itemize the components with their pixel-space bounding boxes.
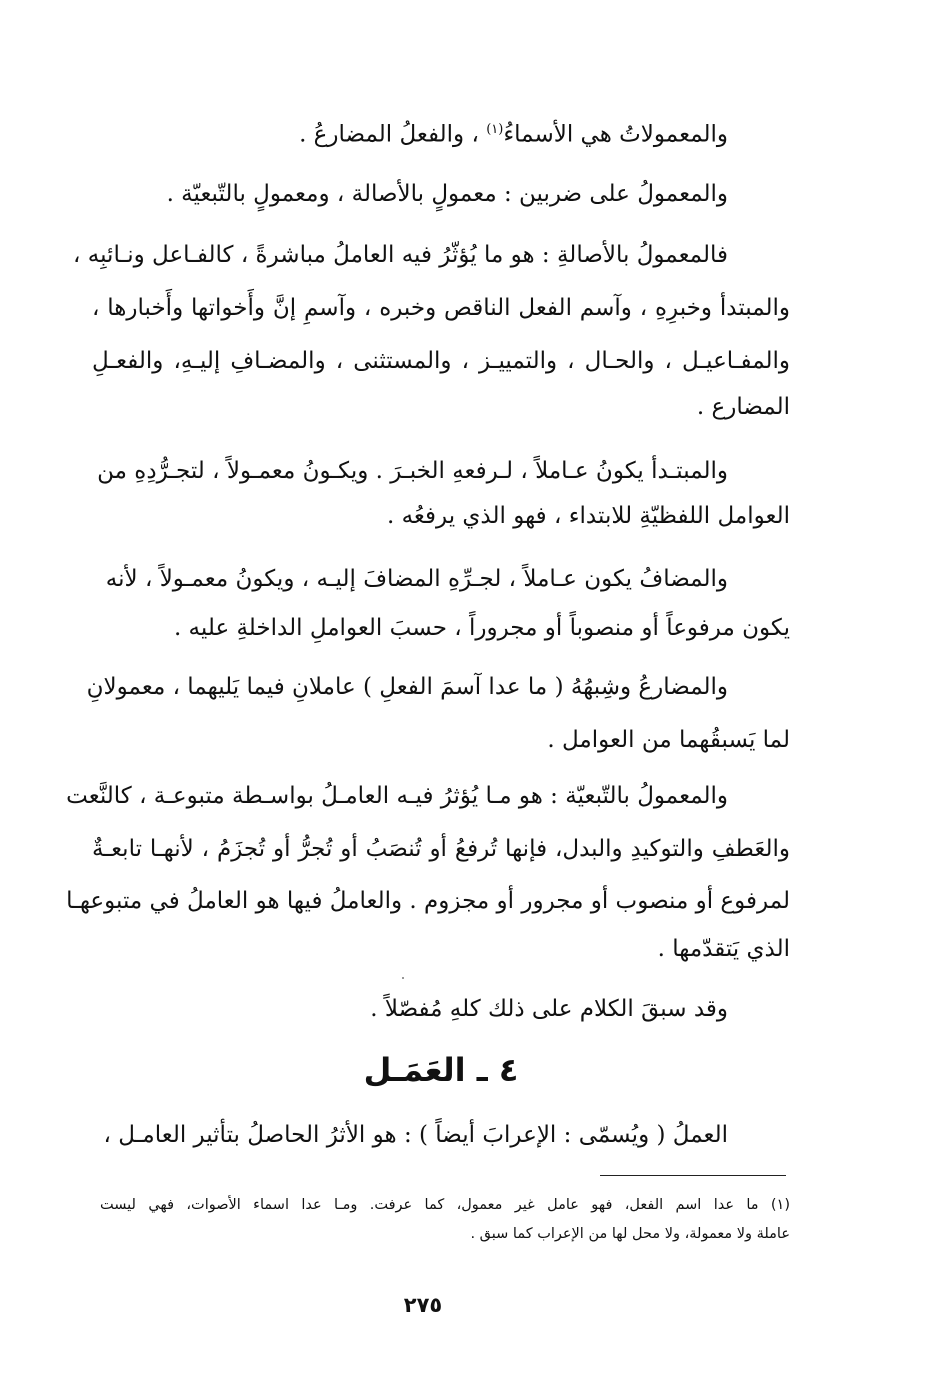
text-line: والمضافُ يكون عـاملاً ، لجـرِّهِ المضافَ إليـه ، ويكونُ معمـولاً ، لأنه (105, 566, 728, 592)
text-line: العوامل اللفظيّةِ للابتداء ، فهو الذي يرفعُه . (386, 503, 790, 529)
text-line: والمعمولاتُ هي الأسماءُ$^{(١)}$ ، والفعلُ المضارعُ . (299, 121, 728, 148)
text-line: والمعمولُ على ضربين : معمولٍ بالأصالة ، ومعمولٍ بالتّبعيّة . (166, 181, 728, 207)
footnote-divider (600, 1175, 786, 1176)
text-line: وقد سبقَ الكلام على ذلك كلهِ مُفصّلاً . (370, 996, 728, 1022)
text-line: والعَطفِ والتوكيدِ والبدل، فإنها تُرفعُ أو تُنصَبُ أو تُجرُّ أو تُجزَمُ ، لأنهـا تابعـةٌ (92, 836, 790, 862)
text-line: لمرفوع أو منصوب أو مجرور أو مجزوم . والعاملُ فيها هو العاملُ في متبوعهـا (66, 888, 790, 914)
footnote-reference[interactable]: (١) (486, 122, 504, 137)
footnote-line: (١) ما عدا اسم الفعل، فهو عامل غير معمول، كما عرفت. ومـا عدا اسماء الأصوات، فهي ليست (100, 1197, 790, 1213)
text-line: العملُ ( ويُسمّى : الإعرابَ أيضاً ) : هو الأثرُ الحاصلُ بتأثير العامـل ، (103, 1122, 728, 1148)
text-line: الذي يَتقدّمها . (657, 936, 790, 962)
page-number: ٢٧٥ (403, 1293, 443, 1317)
text-line: يكون مرفوعاً أو منصوباً أو مجروراً ، حسبَ العواملِ الداخلةِ عليه . (173, 615, 790, 641)
text-line: والمبتـدأ يكونُ عـاملاً ، لـرفعهِ الخبـرَ . ويكـونُ معمـولاً ، لتجـرُّدِهِ من (97, 458, 728, 484)
text-line: والمضارعُ وشِبهُهُ ( ما عدا آسمَ الفعلِ ) عاملانِ فيما يَليهما ، معمولانِ (86, 674, 728, 700)
text-line: المضارع . (696, 394, 790, 420)
text-line: لما يَسبقُهما من العوامل . (547, 727, 790, 753)
text-line: فالمعمولُ بالأصالةِ : هو ما يُؤثّرُ فيه العاملُ مباشرةً ، كالفـاعل ونـائبِه ، (73, 242, 728, 268)
footnote-line: عاملة ولا معمولة، ولا محل لها من الإعراب كما سبق . (470, 1226, 790, 1242)
section-heading: ٤ ـ العَمَـل (363, 1051, 519, 1089)
text-line: والمبتدأ وخبرِهِ ، وآسم الفعل الناقص وخبره ، وآسمِ إنَّ وأَخواتها وأَخبارها ، (92, 295, 790, 321)
text-line: والمعمولُ بالتّبعيّة : هو مـا يُؤثرُ فيـه العامـلُ بواسـطة متبوعـة ، كالنَّعت (66, 783, 728, 809)
scan-speck (402, 977, 404, 979)
text-line: والمفـاعيـل ، والحـال ، والتمييـز ، والمستثنى ، والمضـافِ إليـهِ، والفعـلِ (92, 348, 790, 374)
